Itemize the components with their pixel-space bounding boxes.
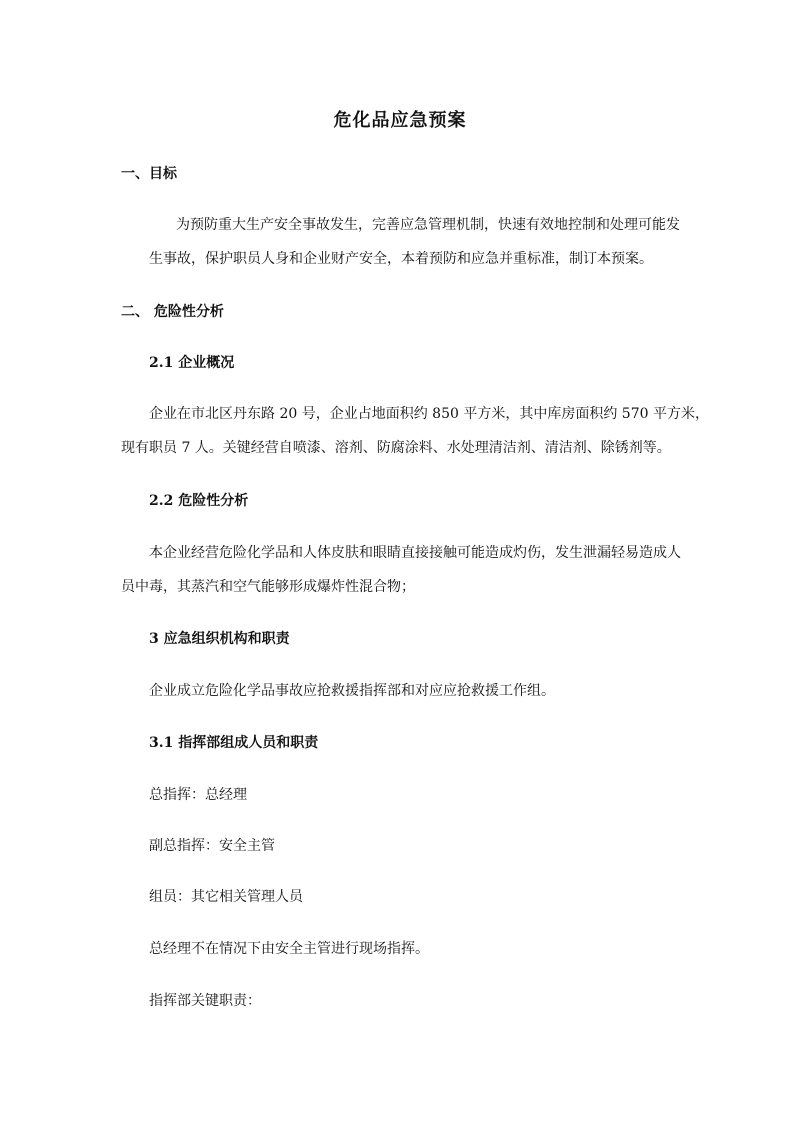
subsection-2-1-heading: 2.1 企业概况 [149,355,235,371]
command-note: 总经理不在情况下由安全主管进行现场指挥。 [149,941,429,957]
section-3-intro: 企业成立危险化学品事故应抢救援指挥部和对应应抢救援工作组。 [149,683,555,699]
subsection-2-1-line-2: 现有职员 7 人。关键经营自喷漆、溶剂、防腐涂料、水处理清洁剂、清洁剂、除锈剂等。 [121,440,671,456]
deputy-commander-item: 副总指挥：安全主管 [149,838,275,854]
subsection-2-2-line-2: 员中毒，其蒸汽和空气能够形成爆炸性混合物； [121,579,415,595]
commander-item: 总指挥：总经理 [149,787,247,803]
section-1-paragraph-line-1: 为预防重大生产安全事故发生，完善应急管理机制，快速有效地控制和处理可能发 [176,217,680,233]
subsection-2-2-line-1: 本企业经营危险化学品和人体皮肤和眼睛直接接触可能造成灼伤，发生泄漏轻易造成人 [149,545,681,561]
members-item: 组员：其它相关管理人员 [149,889,303,905]
subsection-3-1-heading: 3.1 指挥部组成人员和职责 [149,735,319,751]
section-1-paragraph-line-2: 生事故，保护职员人身和企业财产安全，本着预防和应急并重标准，制订本预案。 [149,251,653,267]
section-3-heading: 3 应急组织机构和职责 [149,631,290,647]
subsection-2-2-heading: 2.2 危险性分析 [149,493,249,509]
subsection-2-1-line-1: 企业在市北区丹东路 20 号，企业占地面积约 850 平方米，其中库房面积约 570 平方米， [149,406,709,422]
command-duties-label: 指挥部关键职责： [149,993,261,1009]
section-2-heading: 二、 危险性分析 [121,304,224,320]
section-1-heading: 一、目标 [121,166,177,182]
document-title: 危化品应急预案 [333,110,467,131]
